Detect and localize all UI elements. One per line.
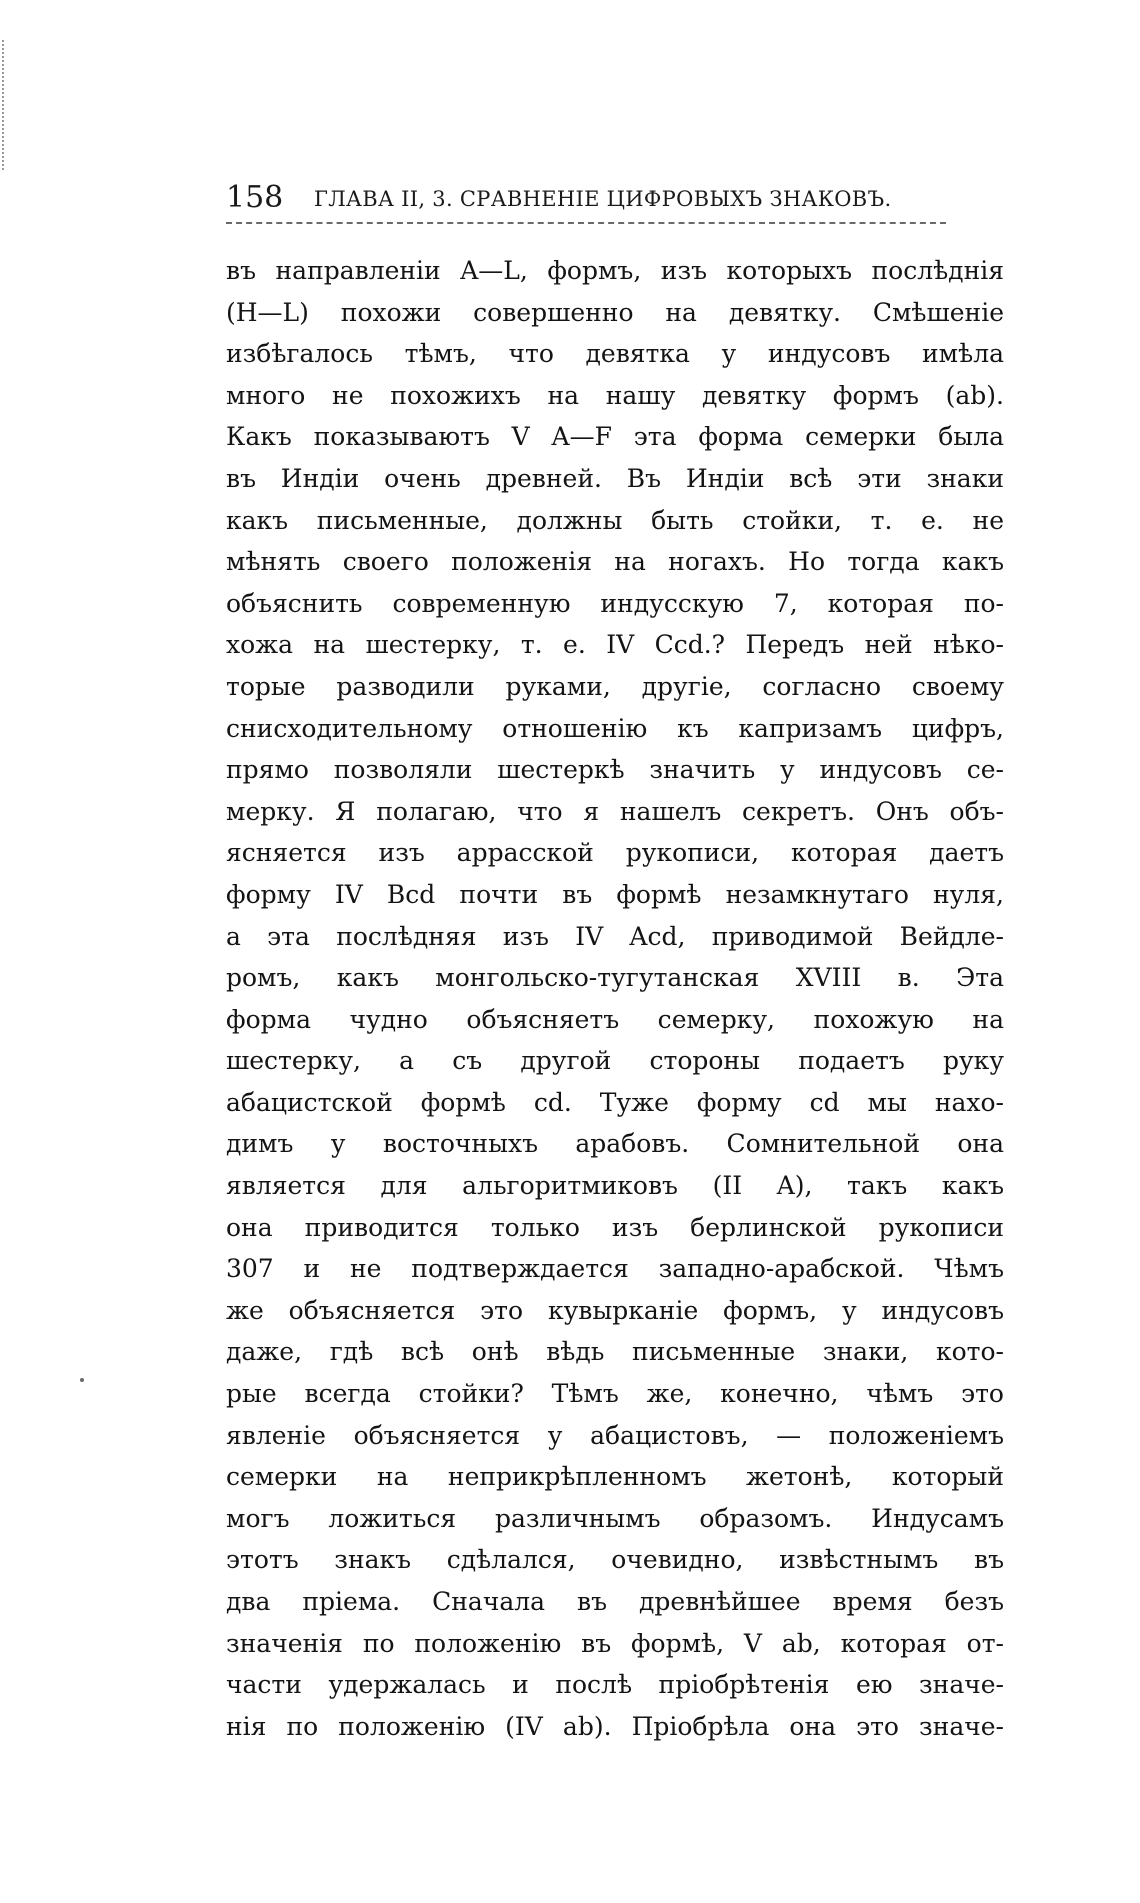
body-text xyxy=(226,250,1004,1747)
text-line: ромъ, какъ монгольско-тугутанская XVIII в. Эта xyxy=(226,963,1004,993)
text-line: же объясняется это кувырканіе формъ, у индусовъ xyxy=(226,1295,1004,1325)
text-line: димъ у восточныхъ арабовъ. Сомнительной она xyxy=(226,1129,1004,1159)
text-line: какъ письменные, должны быть стойки, т. е. не xyxy=(226,505,1004,535)
text-line: хожа на шестерку, т. е. IV Ccd.? Передъ ней нѣко- xyxy=(226,630,1004,660)
text-line: шестерку, а съ другой стороны подаетъ руку xyxy=(226,1046,1004,1076)
text-line: форма чудно объясняетъ семерку, похожую на xyxy=(226,1004,1004,1034)
text-line: Какъ показываютъ V A—F эта форма семерки была xyxy=(226,422,1004,452)
text-line: а эта послѣдняя изъ IV Acd, приводимой Вейдле- xyxy=(226,921,1004,951)
text-line: мерку. Я полагаю, что я нашелъ секретъ. Онъ объ- xyxy=(226,796,1004,826)
page-number: 158 xyxy=(226,180,284,215)
stray-ink-dot xyxy=(80,1378,84,1382)
text-line: значенія по положенію въ формѣ, V ab, которая от- xyxy=(226,1628,1004,1658)
text-line: ясняется изъ аррасской рукописи, которая даетъ xyxy=(226,838,1004,868)
text-line: (H—L) похожи совершенно на девятку. Смѣшеніе xyxy=(226,297,1004,327)
text-line: въ Индіи очень древней. Въ Индіи всѣ эти знаки xyxy=(226,463,1004,493)
margin-scan-marks xyxy=(2,40,8,170)
text-line: въ направленіи A—L, формъ, изъ которыхъ послѣднія xyxy=(226,256,1004,285)
text-line: рые всегда стойки? Тѣмъ же, конечно, чѣмъ это xyxy=(226,1379,1004,1409)
text-line: торые разводили руками, другіе, согласно своему xyxy=(226,671,1004,701)
text-line: этотъ знакъ сдѣлался, очевидно, извѣстнымъ въ xyxy=(226,1545,1004,1575)
text-line: снисходительному отношенію къ капризамъ цифръ, xyxy=(226,713,1004,743)
text-line: 307 и не подтверждается западно-арабской. Чѣмъ xyxy=(226,1254,1004,1284)
text-line: части удержалась и послѣ пріобрѣтенія ею значе- xyxy=(226,1670,1004,1700)
text-line: форму IV Bcd почти въ формѣ незамкнутаго нуля, xyxy=(226,879,1004,909)
page-header xyxy=(226,178,946,218)
text-line: семерки на неприкрѣпленномъ жетонѣ, который xyxy=(226,1462,1004,1492)
text-line: даже, гдѣ всѣ онѣ вѣдь письменные знаки, кото- xyxy=(226,1337,1004,1367)
running-head: ГЛАВА II, 3. СРАВНЕНІЕ ЦИФРОВЫХЪ ЗНАКОВЪ. xyxy=(314,187,892,211)
text-line: мѣнять своего положенія на ногахъ. Но тогда какъ xyxy=(226,547,1004,577)
text-line: могъ ложиться различнымъ образомъ. Индусамъ xyxy=(226,1503,1004,1533)
text-line: избѣгалось тѣмъ, что девятка у индусовъ имѣла xyxy=(226,339,1004,369)
text-line: является для альгоритмиковъ (II A), такъ какъ xyxy=(226,1171,1004,1201)
text-line: нія по положенію (IV ab). Пріобрѣла она это значе- xyxy=(226,1711,1004,1741)
text-line: прямо позволяли шестеркѣ значить у индусовъ се- xyxy=(226,755,1004,785)
header-rule xyxy=(226,222,946,224)
text-line: явленіе объясняется у абацистовъ, — положеніемъ xyxy=(226,1420,1004,1450)
text-line: она приводится только изъ берлинской рукописи xyxy=(226,1212,1004,1242)
text-line: абацистской формѣ cd. Туже форму cd мы нахо- xyxy=(226,1087,1004,1117)
text-line: два пріема. Сначала въ древнѣйшее время безъ xyxy=(226,1587,1004,1616)
text-line: объяснить современную индусскую 7, которая по- xyxy=(226,588,1004,618)
text-line: много не похожихъ на нашу девятку формъ (ab). xyxy=(226,380,1004,410)
